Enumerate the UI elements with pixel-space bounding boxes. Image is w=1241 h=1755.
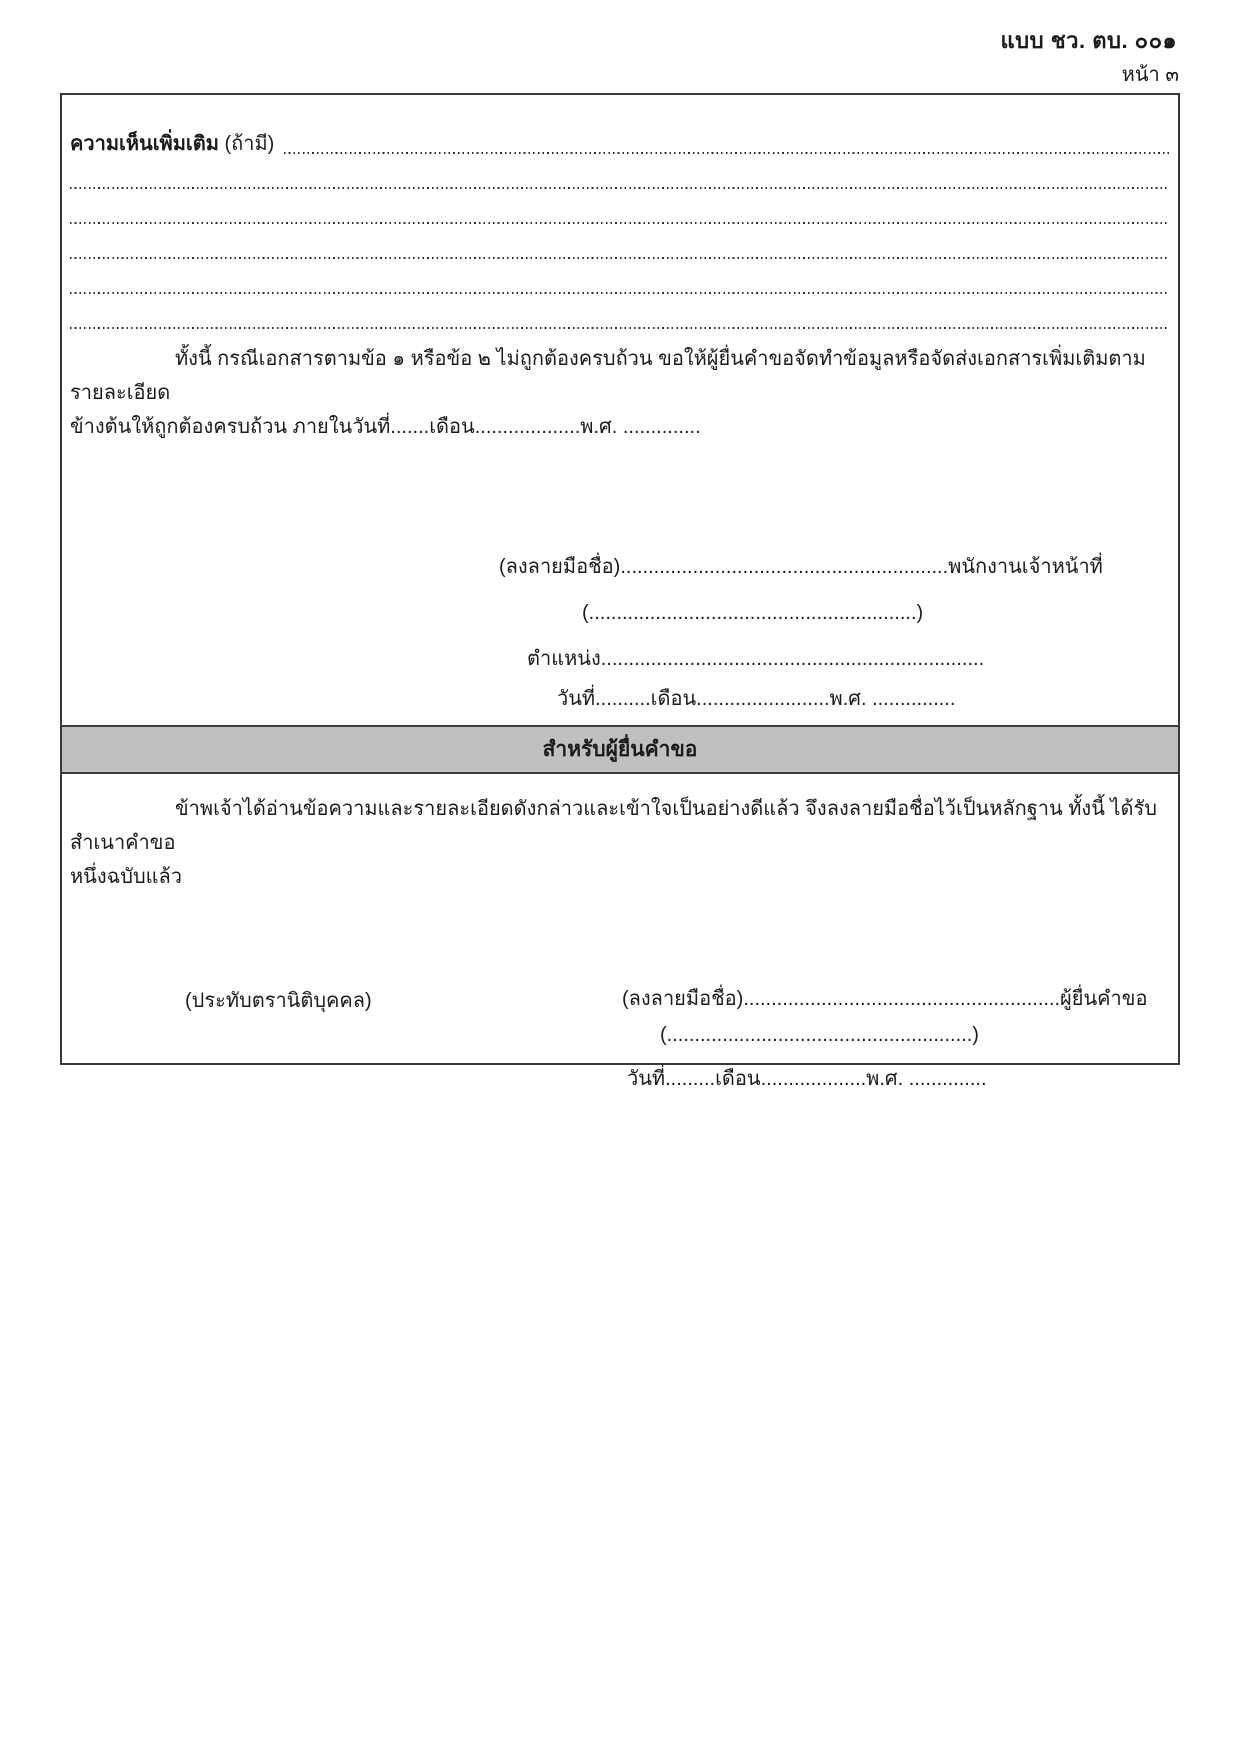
officer-name-line: (...........................................................): [582, 602, 924, 624]
applicant-date-line: วันที่.........เดือน...................พ.ศ. ..............: [627, 1068, 987, 1090]
ack-line-2: หนึ่งฉบับแล้ว: [70, 866, 183, 888]
applicant-section-band: [62, 725, 1178, 774]
comment-dotted-line: [70, 299, 1170, 334]
note-line-1: ทั้งนี้ กรณีเอกสารตามข้อ ๑ หรือข้อ ๒ ไม่ถูกต้องครบถ้วน ขอให้ผู้ยื่นคำขอจัดทำข้อมูลหรือจัดส่งเอกสารเพิ่มเติมตามรายละเอียด: [70, 348, 1146, 404]
applicant-band-title: สำหรับผู้ยื่นคำขอ: [542, 738, 698, 761]
form-box: [60, 93, 1180, 1090]
officer-position-line: ตำแหน่ง.....................................................................: [527, 648, 985, 670]
applicant-name-line: (.......................................................): [660, 1024, 979, 1046]
officer-section: [62, 125, 1178, 725]
note-paragraph: [70, 342, 1170, 444]
comment-dotted-line: [70, 229, 1170, 264]
comment-dotted-line: [70, 264, 1170, 299]
comment-dotted-line: [70, 194, 1170, 229]
acknowledgement-paragraph: [70, 792, 1170, 894]
comment-dotted-fill: [284, 125, 1170, 159]
form-code: แบบ ชว. ตบ. ๐๐๑: [1000, 28, 1177, 53]
applicant-sign-line: (ลงลายมือชื่อ).........................................................ผู้ยื่นคำขอ: [622, 988, 1148, 1010]
seal-label: (ประทับตรานิติบุคคล): [185, 990, 372, 1012]
officer-sign-line: (ลงลายมือชื่อ)...........................................................พนักงานเจ้าหน้าที่: [499, 556, 1103, 578]
comment-dotted-line: [70, 159, 1170, 194]
page-header: [1000, 26, 1177, 89]
officer-date-line: วันที่..........เดือน........................พ.ศ. ...............: [557, 688, 956, 710]
note-line-2: ข้างต้นให้ถูกต้องครบถ้วน ภายในวันที่.......เดือน...................พ.ศ. ..............: [70, 416, 701, 438]
comment-line: [70, 125, 1170, 159]
comment-label-suffix: (ถ้ามี): [218, 133, 280, 155]
page-number: หน้า ๓: [1121, 63, 1179, 86]
applicant-section: [62, 792, 1178, 1109]
comment-label: ความเห็นเพิ่มเติม: [70, 133, 219, 155]
ack-line-1: ข้าพเจ้าได้อ่านข้อความและรายละเอียดดังกล่าวและเข้าใจเป็นอย่างดีแล้ว จึงลงลายมือชื่อไว้เป็นหลักฐาน ทั้งนี้ ได้รับสำเนาคำขอ: [70, 798, 1157, 854]
